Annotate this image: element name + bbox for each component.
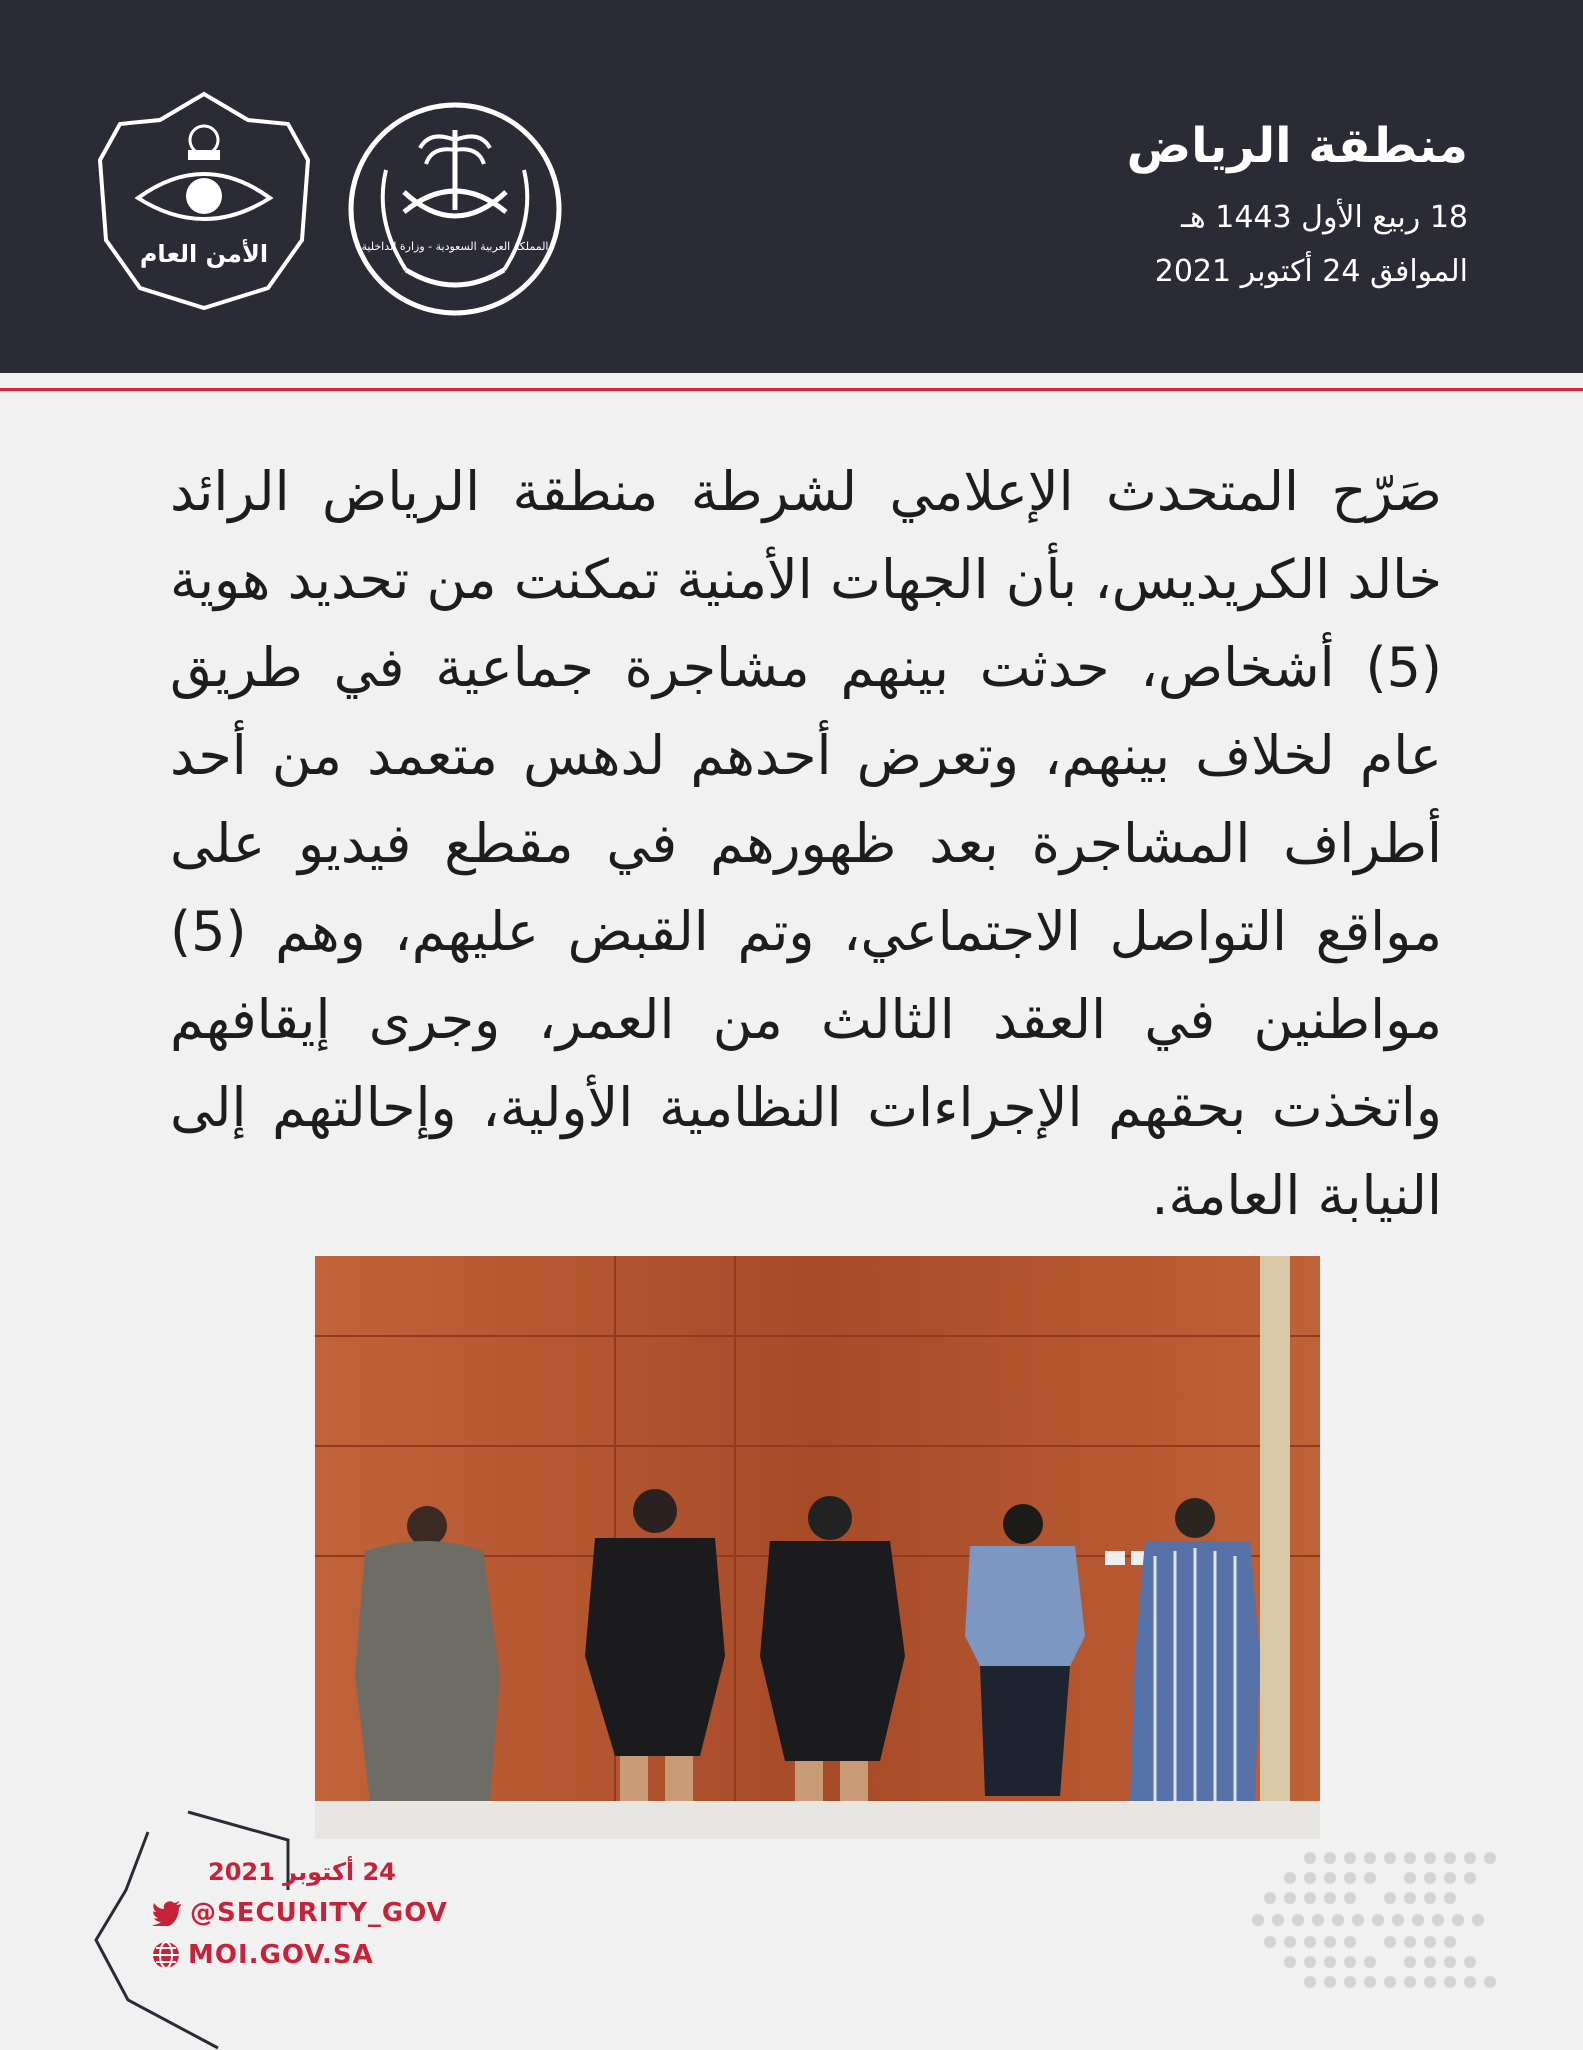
website-link[interactable] xyxy=(152,1940,374,1970)
gregorian-date: الموافق 24 أكتوبر 2021 xyxy=(1154,254,1468,289)
footer-date: 24 أكتوبر 2021 xyxy=(208,1858,396,1886)
saudi-emblem-icon xyxy=(346,100,564,318)
hijri-date: 18 ربيع الأول 1443 هـ xyxy=(1181,200,1468,235)
public-security-text: الأمن العام xyxy=(139,240,269,268)
region-title: منطقة الرياض xyxy=(1126,118,1468,174)
public-security-shield-icon xyxy=(98,90,310,312)
website-url: MOI.GOV.SA xyxy=(188,1940,374,1970)
globe-icon xyxy=(152,1941,180,1969)
saudi-emblem-text: المملكة العربية السعودية - وزارة الداخلية xyxy=(361,240,549,253)
footer-shield-outline xyxy=(88,1810,308,2050)
statement-body: صَرّح المتحدث الإعلامي لشرطة منطقة الرياض الرائد خالد الكريديس، بأن الجهات الأمنية تمكنت من تحديد هوية (5) أشخاص، حدثت بينهم مشاجرة جماعية في طريق عام لخلاف بينهم، وتعرض أحدهم لدهس متعمد من أحد أطراف المشاجرة بعد ظهورهم في مقطع فيديو على مواقع التواصل الاجتماعي، وتم القبض عليهم، وهم (5) مواطنين في العقد الثالث من العمر، وجرى إيقافهم واتخذت بحقهم الإجراءات النظامية الأولية، وإحالتهم إلى النيابة العامة. xyxy=(170,460,1442,1227)
twitter-link[interactable] xyxy=(152,1898,448,1928)
arrest-photo xyxy=(315,1256,1320,1839)
twitter-handle: @SECURITY_GOV xyxy=(190,1898,448,1928)
twitter-icon xyxy=(152,1900,182,1926)
decorative-dot-pattern xyxy=(1250,1850,1500,2000)
header-divider xyxy=(0,388,1583,391)
